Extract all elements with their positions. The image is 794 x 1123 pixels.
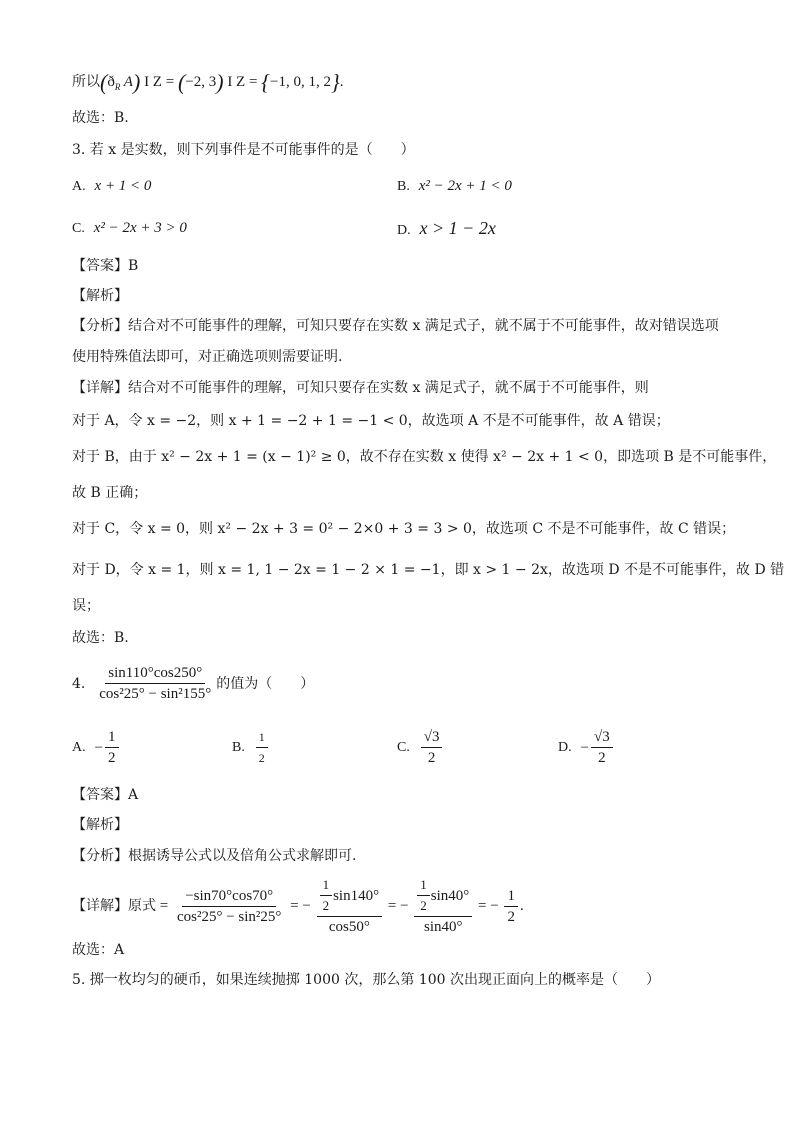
q4-option-d-label: D.: [558, 739, 572, 755]
prev-answer-choice: 故选：B.: [72, 110, 129, 126]
q4-stem-fraction: [96, 664, 214, 703]
q4-option-d-sign: −: [580, 739, 589, 756]
q3-option-c: [72, 218, 187, 239]
q4-option-d: [558, 728, 615, 767]
q4-detail: 【详解】原式 = $\frac{-\sin 70^\circ\cos 70^\circ}{\text{cos²25° − sin²25°}}$ = − $\frac{1}{2}$ sin140° cos50° = − $\frac{1}{2}$ sin40° sin40° = − $\frac{1}{2}$ .: [72, 877, 524, 935]
prev-conclusion-line: [72, 69, 344, 97]
q4-number: 4.: [72, 675, 86, 692]
q3-detail-c: 对于 C，令 x = 0，则 x² − 2x + 3 = 0² − 2×0 + 3 = 3 > 0，故选项 C 不是不可能事件，故 C 错误；: [72, 521, 736, 537]
q3-answer: 【答案】B: [72, 258, 139, 274]
q4-detail-f2-den: cos50°: [328, 919, 370, 935]
q4-stem-numerator: sin110°cos250°: [105, 664, 205, 684]
q4-option-d-num: √3: [591, 728, 613, 748]
q3-detail-a: 对于 A，令 x = −2，则 x + 1 = −2 + 1 = −1 < 0，故选项 A 不是不可能事件，故 A 错误；: [72, 413, 670, 429]
q4-option-b-fraction: [256, 728, 268, 767]
q4-option-b-den: 2: [258, 751, 265, 765]
q4-option-c-num: √3: [421, 728, 443, 748]
q3-detail-intro: 【详解】结合对不可能事件的理解，可知只要存在实数 x 满足式子，就不属于不可能事件，则: [72, 380, 649, 396]
q4-detail-f3-num: sin40°: [430, 887, 470, 904]
q4-detail-result-den: 2: [507, 908, 515, 925]
q4-detail-f2-num: sin140°: [333, 887, 380, 904]
q4-option-d-fraction: [591, 728, 613, 767]
q4-option-c-den: 2: [427, 750, 436, 766]
q4-detail-half-2-num: 1: [417, 876, 430, 896]
q4-stem-tail: 的值为（ ）: [216, 675, 315, 692]
q4-detail-fraction-3: [414, 876, 472, 936]
q4-detail-half-1-den: 2: [322, 898, 330, 913]
q4-detail-label: 【详解】原式: [72, 898, 156, 914]
q3-option-d-expr: x > 1 − 2x: [419, 218, 496, 238]
q3-option-b-label: B.: [397, 179, 410, 194]
q4-detail-half-2: [417, 876, 430, 915]
q3-detail-b-line-2: 故 B 正确；: [72, 485, 148, 501]
q4-option-a-sign: −: [94, 739, 103, 756]
q4-stem-denominator: cos²25° − sin²155°: [99, 686, 212, 702]
q3-option-a-expr: x + 1 < 0: [94, 178, 152, 194]
q4-detail-half-2-den: 2: [420, 898, 427, 913]
q4-detail-f3-den: sin40°: [424, 919, 463, 935]
q4-option-d-den: 2: [598, 750, 606, 766]
q3-option-d: [397, 218, 496, 241]
q4-option-c-fraction: [421, 728, 443, 767]
prev-conclusion-prefix: 所以: [72, 74, 100, 90]
q5-stem: 5. 掷一枚均匀的硬币，如果连续抛掷 1000 次，那么第 100 次出现正面向上的概率是（ ）: [72, 972, 660, 988]
q4-fenxi: 【分析】根据诱导公式以及倍角公式求解即可.: [72, 848, 357, 864]
q4-detail-f1-den: cos²25° − sin²25°: [176, 908, 282, 925]
q3-option-c-label: C.: [72, 221, 85, 236]
q3-option-c-expr: x² − 2x + 3 > 0: [93, 220, 187, 236]
q4-option-a-label: A.: [72, 739, 86, 755]
q4-detail-result-num: 1: [504, 887, 518, 907]
q4-answer: 【答案】A: [72, 787, 139, 803]
q4-option-b-label: B.: [232, 739, 245, 755]
q3-option-b: [397, 176, 512, 197]
q3-stem: 3. 若 x 是实数，则下列事件是不可能事件的是（ ）: [72, 142, 415, 158]
q4-detail-fraction-2: [317, 876, 383, 936]
q3-fenxi-line-1: 【分析】结合对不可能事件的理解，可知只要存在实数 x 满足式子，就不属于不可能事件，故对错误选项: [72, 318, 719, 334]
q4-option-a: [72, 728, 121, 767]
q3-option-b-expr: x² − 2x + 1 < 0: [418, 178, 512, 194]
q3-detail-d-line-1: 对于 D，令 x = 1，则 x = 1, 1 − 2x = 1 − 2 × 1 = −1，即 x > 1 − 2x，故选项 D 不是不可能事件，故 D 错: [72, 562, 785, 578]
q4-detail-result: [504, 887, 518, 926]
q4-stem: [72, 664, 314, 703]
q3-analysis-heading: 【解析】: [72, 288, 128, 304]
q4-detail-half-1: [320, 876, 333, 915]
prev-conclusion-formula: ($ð_R$ A) I Z = (−2, 3) I Z = {−1, 0, 1, 2}.: [100, 69, 344, 95]
q3-detail-b-line-1: 对于 B，由于 x² − 2x + 1 = (x − 1)² ≥ 0，故不存在实数 x 使得 x² − 2x + 1 < 0，即选项 B 是不可能事件，: [72, 449, 777, 465]
q3-fenxi-line-2: 使用特殊值法即可，对正确选项则需要证明.: [72, 349, 343, 365]
q4-option-b: [232, 728, 270, 767]
q4-detail-fraction-1: [174, 887, 284, 926]
q4-option-c-label: C.: [397, 739, 410, 755]
q4-option-a-fraction: [105, 728, 119, 767]
q4-option-a-den: 2: [108, 750, 116, 766]
q3-detail-d-line-2: 误；: [72, 598, 100, 614]
q3-option-a: [72, 176, 151, 197]
q4-detail-half-1-num: 1: [320, 876, 333, 896]
q4-option-a-num: 1: [105, 728, 119, 748]
q4-final-choice: 故选：A: [72, 942, 125, 958]
q4-option-c: [397, 728, 444, 767]
q4-detail-f1-num: −sin70°cos70°: [182, 887, 276, 907]
q3-option-d-label: D.: [397, 223, 411, 238]
q3-final-choice: 故选：B.: [72, 630, 129, 646]
q4-option-b-num: 1: [256, 728, 268, 748]
q4-analysis-heading: 【解析】: [72, 817, 128, 833]
q3-option-a-label: A.: [72, 179, 86, 194]
